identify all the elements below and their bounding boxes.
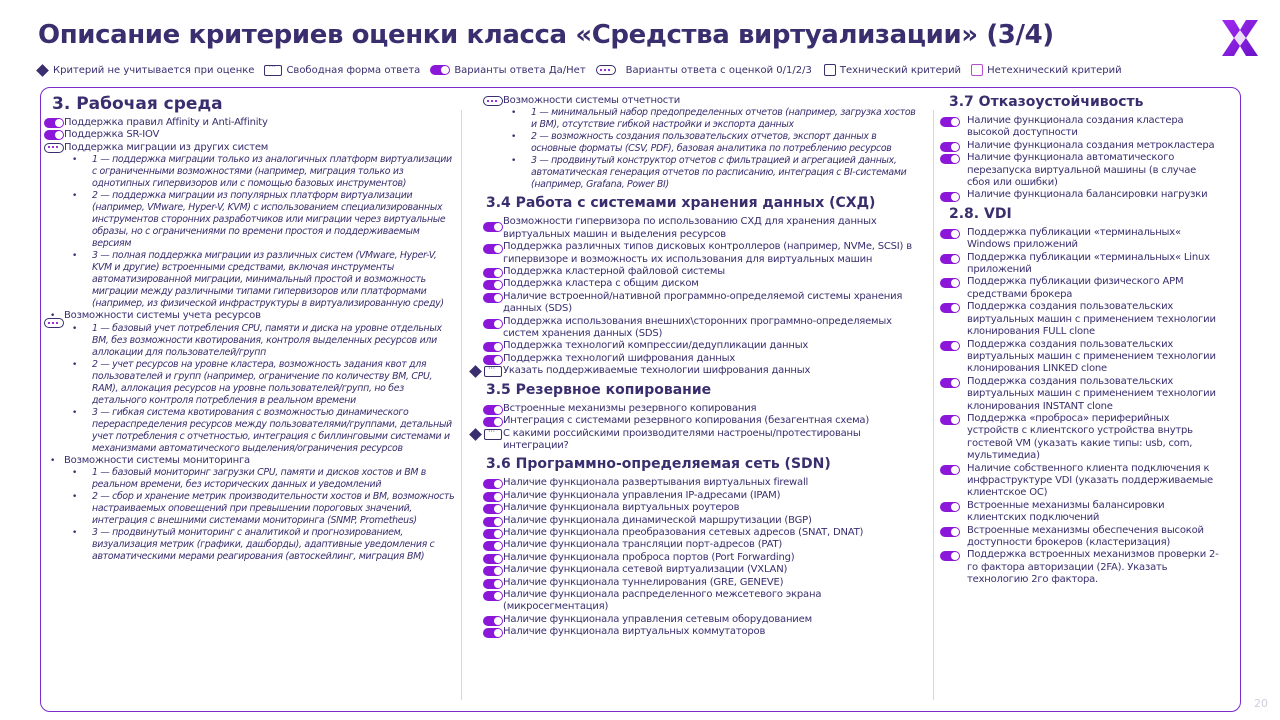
page-title: Описание критериев оценки класса «Средства виртуализации» (3/4) xyxy=(38,20,1054,50)
criterion-item xyxy=(483,564,920,576)
criterion-item xyxy=(483,403,920,415)
toggle-yes-no-icon xyxy=(483,405,503,415)
toggle-yes-no-icon xyxy=(940,341,960,351)
criterion-text: Наличие функционала автоматического перезапуска виртуальной машины (в случае сбоя или ошибки) xyxy=(967,152,1197,189)
criterion-item xyxy=(483,539,920,551)
toggle-yes-no-icon xyxy=(940,303,960,313)
legend-label: Варианты ответа Да/Нет xyxy=(454,64,586,76)
toggle-yes-no-icon xyxy=(483,616,503,626)
criterion-item xyxy=(940,189,1220,201)
criterion-text: Возможности системы мониторинга xyxy=(64,454,250,466)
column-divider xyxy=(461,110,462,700)
criterion-text: Поддержка миграции из других систем xyxy=(64,141,269,153)
toggle-yes-no-icon xyxy=(483,319,503,329)
score-level: • 3 — продвинутый мониторинг с аналитикой и прогнозированием, визуализация метрик (графики, дашборды), адаптивные уведомления с автоматическими мерами реагирования (автоскейлинг, миграция ВМ) xyxy=(44,527,456,563)
toggle-yes-no-icon xyxy=(483,628,503,638)
criterion-text: Указать поддерживаемые технологии шифрования данных xyxy=(503,365,811,377)
score-level: • 1 — базовый учет потребления CPU, памяти и диска на уровне отдельных ВМ, без возможности квотирования, контроля выделенных ресурсов или аллокации для пользователей/групп xyxy=(44,323,456,359)
toggle-yes-no-icon xyxy=(483,479,503,489)
toggle-yes-no-icon xyxy=(430,65,450,75)
criterion-item xyxy=(483,614,920,626)
graded-0123-icon xyxy=(596,65,616,75)
criterion-item xyxy=(940,152,1220,189)
criterion-item xyxy=(483,577,920,589)
criterion-text: Наличие функционала преобразования сетевых адресов (SNAT, DNAT) xyxy=(503,526,864,538)
criterion-item xyxy=(483,278,920,290)
criterion-item xyxy=(44,129,456,141)
criterion-text: Поддержка кластерной файловой системы xyxy=(503,266,725,278)
criterion-text: Наличие функционала распределенного межсетевого экрана (микросегментация) xyxy=(503,588,822,613)
free-form-icon xyxy=(264,65,282,76)
criterion-item xyxy=(483,95,920,107)
criterion-item xyxy=(940,549,1220,586)
criterion-text: Поддержка создания пользовательских виртуальных машин с применением технологии клонирования INSTANT clone xyxy=(967,375,1216,412)
free-form-icon xyxy=(484,429,502,440)
criterion-text: Интеграция с системами резервного копирования (безагентная схема) xyxy=(503,415,870,427)
criterion-item xyxy=(44,455,456,467)
criterion-text: Наличие функционала трансляции порт-адресов (PAT) xyxy=(503,539,783,551)
toggle-yes-no-icon xyxy=(483,566,503,576)
toggle-yes-no-icon xyxy=(940,154,960,164)
toggle-yes-no-icon xyxy=(483,554,503,564)
score-level: • 2 — возможность создания пользовательских отчетов, экспорт данных в основные форматы (CSV, PDF), базовая аналитика по потреблению ресурсов xyxy=(483,131,920,155)
toggle-yes-no-icon xyxy=(940,465,960,475)
criterion-text: Наличие функционала создания кластера высокой доступности xyxy=(967,115,1184,139)
toggle-yes-no-icon xyxy=(483,591,503,601)
criterion-item xyxy=(483,477,920,489)
criterion-item xyxy=(483,291,920,316)
excluded-diamond-icon xyxy=(36,64,49,77)
criterion-text: Поддержка технологий шифрования данных xyxy=(503,352,736,364)
criterion-text: Возможности системы отчетности xyxy=(503,95,681,106)
criterion-item xyxy=(44,142,456,154)
criterion-text: Возможности гипервизора по использованию СХД для хранения данных виртуальных машин и выделения ресурсов xyxy=(503,216,877,240)
score-level: • 2 — поддержка миграции из популярных платформ виртуализации (например, VMware, Hyper-V, KVM) с использованием специализированных инструментов сторонних разработчиков или миграции через виртуальные образы, но с ограничениями по времени простоя и поддерживаемым версиям xyxy=(44,190,456,250)
page-number: 20 xyxy=(1254,697,1268,710)
criterion-text: Наличие функционала создания метрокластера xyxy=(967,139,1215,151)
criterion-item xyxy=(940,525,1220,550)
criterion-text: Встроенные механизмы балансировки клиентских подключений xyxy=(967,499,1165,524)
criterion-text: Поддержка использования внешних\сторонних программно-определяемых систем хранения данных (SDS) xyxy=(503,315,892,340)
toggle-yes-no-icon xyxy=(483,342,503,352)
score-level: • 3 — продвинутый конструктор отчетов с фильтрацией и агрегацией данных, автоматическая генерация отчетов по расписанию, интеграция с BI-системами (например, Grafana, Power BI) xyxy=(483,155,920,191)
legend-label: Технический критерий xyxy=(839,64,962,76)
toggle-yes-no-icon xyxy=(483,280,503,290)
section-heading: 3.4 Работа с системами хранения данных (СХД) xyxy=(486,195,876,212)
criterion-text: Поддержка публикации «терминальных« Windows приложений xyxy=(967,226,1181,251)
criterion-item xyxy=(483,552,920,564)
score-level: • 3 — гибкая система квотирования с возможностью динамического перераспределения ресурсов между пользователями/группами, детальный учет потребления с отчетностью, интеграция с биллинговыми системами и механизмами автоматического выделения/ограничения ресурсов xyxy=(44,407,456,455)
column-fault-vdi xyxy=(940,93,1220,587)
criterion-item xyxy=(483,490,920,502)
toggle-yes-no-icon xyxy=(940,254,960,264)
criterion-text: Встроенные механизмы резервного копирования xyxy=(503,402,757,414)
criterion-item xyxy=(483,340,920,352)
toggle-yes-no-icon xyxy=(44,118,64,128)
criterion-item xyxy=(483,589,920,614)
toggle-yes-no-icon xyxy=(940,527,960,537)
toggle-yes-no-icon xyxy=(940,117,960,127)
criterion-text: Поддержка встроенных механизмов проверки 2-го фактора авторизации (2FA). Указать технологию 2го фактора. xyxy=(967,549,1219,586)
criterion-item xyxy=(483,266,920,278)
criterion-item xyxy=(483,241,920,266)
criterion-text: Наличие собственного клиента подключения к инфраструктуре VDI (указать поддерживаемые клиентское ОС) xyxy=(967,462,1213,499)
toggle-yes-no-icon xyxy=(483,222,503,232)
toggle-yes-no-icon xyxy=(940,551,960,561)
criterion-item xyxy=(940,227,1220,252)
toggle-yes-no-icon xyxy=(483,579,503,589)
non-technical-box-icon xyxy=(971,64,983,76)
criterion-item xyxy=(44,117,456,129)
criterion-item xyxy=(483,515,920,527)
criterion-text: Возможности системы учета ресурсов xyxy=(64,310,261,322)
column-storage-network xyxy=(483,95,920,639)
free-form-icon xyxy=(484,366,502,377)
criterion-text: С какими российскими производителями настроены/протестированы интеграции? xyxy=(503,427,861,451)
score-level: • 1 — минимальный набор предопределенных отчетов (например, загрузка хостов и ВМ), отсутствие гибкой настройки и экспорта данных xyxy=(483,107,920,131)
column-work-environment xyxy=(44,93,456,563)
toggle-yes-no-icon xyxy=(940,142,960,152)
criterion-text: Поддержка кластера с общим диском xyxy=(503,278,699,290)
toggle-yes-no-icon xyxy=(483,293,503,303)
criterion-item xyxy=(483,316,920,341)
criterion-text: Поддержка различных типов дисковых контроллеров (например, NVMe, SCSI) в гипервизоре и возможность их использования для виртуальных машин xyxy=(503,241,912,265)
section-heading: 2.8. VDI xyxy=(949,205,1012,222)
criterion-text: Наличие функционала туннелирования (GRE, GENEVE) xyxy=(503,576,784,588)
criterion-item xyxy=(940,463,1220,500)
criterion-text: Поддержка правил Affinity и Anti-Affinity xyxy=(64,117,268,128)
criterion-text: Наличие функционала балансировки нагрузки xyxy=(967,189,1208,201)
legend xyxy=(38,62,1132,78)
toggle-yes-no-icon xyxy=(940,229,960,239)
criterion-item xyxy=(940,115,1220,140)
criterion-item xyxy=(483,216,920,241)
criterion-text: Поддержка создания пользовательских виртуальных машин с применением технологии клонирования LINKED clone xyxy=(967,338,1216,375)
criterion-text: Поддержка публикации «терминальных« Linux приложений xyxy=(967,251,1210,276)
criterion-item xyxy=(483,353,920,365)
criterion-item xyxy=(483,527,920,539)
toggle-yes-no-icon xyxy=(483,529,503,539)
criterion-item xyxy=(940,339,1220,376)
criterion-text: Поддержка SR-IOV xyxy=(64,129,160,141)
section-heading: 3.5 Резервное копирование xyxy=(486,381,712,398)
toggle-yes-no-icon xyxy=(940,192,960,202)
criterion-item xyxy=(940,413,1220,463)
criterion-item xyxy=(940,252,1220,277)
criterion-text: Наличие функционала сетевой виртуализации (VXLAN) xyxy=(503,564,788,576)
graded-0123-icon xyxy=(483,96,503,106)
toggle-yes-no-icon xyxy=(940,378,960,388)
company-logo-icon xyxy=(1220,18,1260,58)
section-heading: 3. Рабочая среда xyxy=(52,94,223,114)
criterion-item xyxy=(940,500,1220,525)
score-level: • 2 — сбор и хранение метрик производительности хостов и ВМ, возможность настраиваемых оповещений при превышении пороговых значений, интеграция с внешними системами мониторинга (SNMP, Prometheus) xyxy=(44,491,456,527)
toggle-yes-no-icon xyxy=(483,541,503,551)
score-level: • 1 — базовый мониторинг загрузки CPU, памяти и дисков хостов и ВМ в реальном времени, без исторических данных и уведомлений xyxy=(44,467,456,491)
criterion-text: Наличие функционала проброса портов (Port Forwarding) xyxy=(503,551,795,563)
criterion-text: Наличие функционала управления сетевым оборудованием xyxy=(503,613,812,625)
criterion-item xyxy=(44,310,456,322)
criterion-text: Встроенные механизмы обеспечения высокой доступности брокеров (кластеризация) xyxy=(967,524,1204,548)
criterion-text: Наличие функционала виртуальных роутеров xyxy=(503,502,740,514)
score-level: • 2 — учет ресурсов на уровне кластера, возможность задания квот для пользователей и групп (например, ограничение по количеству ВМ, CPU, RAM), аллокация ресурсов на уровне пользователей/групп, но без детального контроля потребления в реальном времени xyxy=(44,359,456,407)
toggle-yes-no-icon xyxy=(44,130,64,140)
toggle-yes-no-icon xyxy=(483,244,503,254)
section-heading: 3.6 Программно-определяемая сеть (SDN) xyxy=(486,456,831,473)
criterion-item xyxy=(940,276,1220,301)
toggle-yes-no-icon xyxy=(483,517,503,527)
score-level: • 3 — полная поддержка миграции из различных систем (VMware, Hyper-V, KVM и другие) встроенными средствами, включая инструменты автоматизированной миграции, минимальный простой и возможность миграции между различными типами гипервизоров или платформами (например, из физической инфраструктуры в виртуализированную среду) xyxy=(44,250,456,310)
toggle-yes-no-icon xyxy=(483,492,503,502)
toggle-yes-no-icon xyxy=(940,278,960,288)
criterion-item xyxy=(940,140,1220,152)
criterion-item xyxy=(483,626,920,638)
toggle-yes-no-icon xyxy=(483,268,503,278)
criterion-item xyxy=(483,415,920,427)
criterion-text: Поддержка «проброса» периферийных устройств с клиентского устройства внутрь гостевой VM (указать какие типы: usb, com, мультимедиа) xyxy=(967,412,1193,462)
criterion-item xyxy=(483,365,920,377)
toggle-yes-no-icon xyxy=(940,415,960,425)
toggle-yes-no-icon xyxy=(483,504,503,514)
toggle-yes-no-icon xyxy=(940,502,960,512)
criterion-text: Наличие функционала динамической маршрутизации (BGP) xyxy=(503,514,812,526)
criterion-text: Наличие функционала управления IP-адресами (IPAM) xyxy=(503,489,781,501)
criterion-item xyxy=(483,428,920,453)
criterion-text: Наличие функционала развертывания виртуальных firewall xyxy=(503,477,809,489)
criterion-text: Поддержка создания пользовательских виртуальных машин с применением технологии клонирования FULL clone xyxy=(967,301,1216,338)
technical-box-icon xyxy=(824,64,836,76)
criterion-item xyxy=(483,502,920,514)
legend-label: Нетехнический критерий xyxy=(987,64,1122,76)
legend-label: Свободная форма ответа xyxy=(286,64,421,76)
criterion-item xyxy=(940,301,1220,338)
criterion-text: Поддержка технологий компрессии/дедупликации данных xyxy=(503,340,809,352)
criterion-text: Наличие функционала виртуальных коммутаторов xyxy=(503,626,766,638)
criterion-text: Наличие встроенной/нативной программно-определяемой системы хранения данных (SDS) xyxy=(503,290,903,315)
criterion-item xyxy=(940,376,1220,413)
legend-label: Варианты ответа с оценкой 0/1/2/3 xyxy=(625,64,812,76)
graded-0123-icon xyxy=(44,143,64,153)
score-level: • 1 — поддержка миграции только из аналогичных платформ виртуализации с ограниченными возможностями (например, миграция только из однотипных гипервизоров или с помощью базовых инструментов) xyxy=(44,154,456,190)
legend-label: Критерий не учитывается при оценке xyxy=(53,64,255,76)
criterion-text: Поддержка публикации физического АРМ средствами брокера xyxy=(967,276,1184,300)
column-divider xyxy=(933,110,934,700)
section-heading: 3.7 Отказоустойчивость xyxy=(949,94,1144,110)
